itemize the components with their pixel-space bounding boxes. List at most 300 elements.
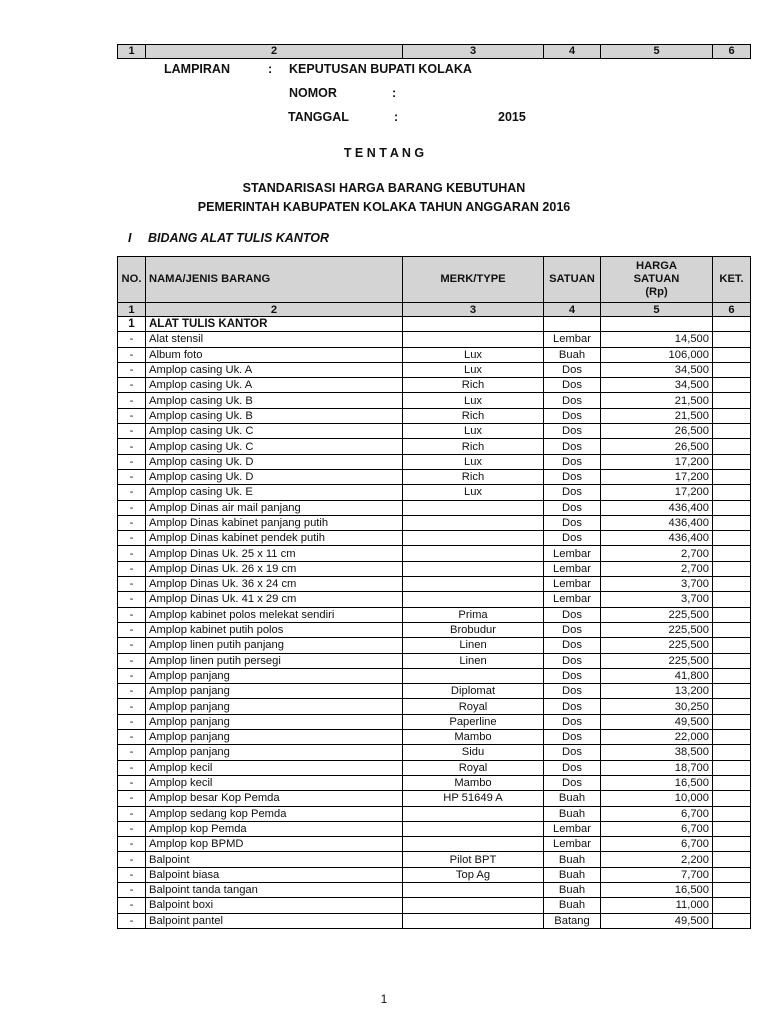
item-satuan: Dos: [544, 730, 601, 745]
item-merk: [403, 332, 544, 347]
item-harga: 10,000: [601, 791, 713, 806]
item-satuan: Dos: [544, 668, 601, 683]
item-harga: 106,000: [601, 347, 713, 362]
item-harga: 26,500: [601, 424, 713, 439]
table-row: [118, 378, 751, 393]
table-row: [118, 730, 751, 745]
col-header-name: NAMA/JENIS BARANG: [146, 257, 403, 303]
item-ket: [713, 638, 751, 653]
item-harga: 225,500: [601, 638, 713, 653]
item-name: Amplop linen putih persegi: [146, 653, 403, 668]
item-ket: [713, 592, 751, 607]
table-row: [118, 867, 751, 882]
nomor-label: NOMOR: [289, 86, 337, 100]
category-merk: [403, 317, 544, 332]
top-strip-cell: 4: [544, 45, 601, 59]
column-number: 5: [601, 303, 713, 317]
item-merk: Royal: [403, 760, 544, 775]
item-merk: [403, 577, 544, 592]
top-strip-cell: 2: [146, 45, 403, 59]
table-row: [118, 714, 751, 729]
item-name: Amplop panjang: [146, 745, 403, 760]
item-name: Amplop Dinas Uk. 26 x 19 cm: [146, 561, 403, 576]
item-ket: [713, 577, 751, 592]
item-merk: [403, 837, 544, 852]
column-number: 3: [403, 303, 544, 317]
document-title-line1: STANDARISASI HARGA BARANG KEBUTUHAN: [242, 181, 526, 195]
item-satuan: Dos: [544, 531, 601, 546]
item-no: -: [118, 454, 146, 469]
table-row: [118, 791, 751, 806]
item-harga: 18,700: [601, 760, 713, 775]
item-ket: [713, 561, 751, 576]
item-harga: 49,500: [601, 913, 713, 928]
item-ket: [713, 745, 751, 760]
item-satuan: Buah: [544, 806, 601, 821]
item-merk: [403, 546, 544, 561]
item-harga: 225,500: [601, 653, 713, 668]
item-no: -: [118, 622, 146, 637]
nomor-colon: :: [392, 86, 397, 100]
item-name: Amplop casing Uk. A: [146, 378, 403, 393]
item-no: -: [118, 500, 146, 515]
item-harga: 34,500: [601, 362, 713, 377]
item-satuan: Dos: [544, 362, 601, 377]
item-no: -: [118, 668, 146, 683]
item-satuan: Buah: [544, 347, 601, 362]
item-satuan: Dos: [544, 760, 601, 775]
section-heading: [128, 231, 329, 245]
item-ket: [713, 898, 751, 913]
item-ket: [713, 378, 751, 393]
table-row: [118, 561, 751, 576]
item-satuan: Buah: [544, 852, 601, 867]
item-merk: Lux: [403, 485, 544, 500]
item-harga: 17,200: [601, 454, 713, 469]
item-name: Amplop Dinas kabinet panjang putih: [146, 515, 403, 530]
table-row: [118, 393, 751, 408]
item-no: -: [118, 898, 146, 913]
item-name: Amplop casing Uk. B: [146, 408, 403, 423]
item-no: -: [118, 745, 146, 760]
item-name: Amplop panjang: [146, 714, 403, 729]
item-merk: Mambo: [403, 730, 544, 745]
item-satuan: Dos: [544, 607, 601, 622]
harga-line3: (Rp): [645, 286, 668, 298]
item-ket: [713, 791, 751, 806]
category-name: ALAT TULIS KANTOR: [146, 317, 403, 332]
item-merk: Royal: [403, 699, 544, 714]
item-merk: Top Ag: [403, 867, 544, 882]
table-row: [118, 806, 751, 821]
item-satuan: Lembar: [544, 561, 601, 576]
lampiran-label: LAMPIRAN: [164, 62, 230, 76]
item-harga: 17,200: [601, 469, 713, 484]
top-strip-cell: 3: [403, 45, 544, 59]
item-no: -: [118, 821, 146, 836]
table-row: [118, 699, 751, 714]
item-no: -: [118, 638, 146, 653]
table-row: [118, 332, 751, 347]
item-ket: [713, 546, 751, 561]
item-no: -: [118, 760, 146, 775]
table-row: [118, 592, 751, 607]
item-satuan: Lembar: [544, 837, 601, 852]
item-no: -: [118, 469, 146, 484]
item-satuan: Dos: [544, 714, 601, 729]
top-column-strip: [117, 44, 751, 59]
table-row: [118, 760, 751, 775]
table-row: [118, 408, 751, 423]
item-merk: [403, 531, 544, 546]
item-merk: [403, 821, 544, 836]
item-harga: 6,700: [601, 837, 713, 852]
item-ket: [713, 913, 751, 928]
item-no: -: [118, 653, 146, 668]
item-ket: [713, 454, 751, 469]
item-harga: 49,500: [601, 714, 713, 729]
item-name: Amplop casing Uk. C: [146, 424, 403, 439]
table-row: [118, 913, 751, 928]
item-satuan: Dos: [544, 454, 601, 469]
table-row: [118, 775, 751, 790]
item-satuan: Dos: [544, 439, 601, 454]
item-ket: [713, 531, 751, 546]
item-no: -: [118, 531, 146, 546]
item-no: -: [118, 714, 146, 729]
item-name: Amplop Dinas kabinet pendek putih: [146, 531, 403, 546]
harga-line1: HARGA: [635, 260, 678, 272]
item-satuan: Lembar: [544, 592, 601, 607]
col-header-ket: KET.: [713, 257, 751, 303]
item-ket: [713, 775, 751, 790]
item-harga: 26,500: [601, 439, 713, 454]
item-name: Amplop sedang kop Pemda: [146, 806, 403, 821]
item-satuan: Dos: [544, 393, 601, 408]
section-title: BIDANG ALAT TULIS KANTOR: [148, 231, 330, 245]
item-ket: [713, 500, 751, 515]
top-strip-cell: 5: [601, 45, 713, 59]
item-harga: 11,000: [601, 898, 713, 913]
item-ket: [713, 653, 751, 668]
item-ket: [713, 684, 751, 699]
item-merk: [403, 882, 544, 897]
item-ket: [713, 393, 751, 408]
item-name: Amplop kabinet polos melekat sendiri: [146, 607, 403, 622]
column-number: 4: [544, 303, 601, 317]
item-no: -: [118, 730, 146, 745]
item-no: -: [118, 362, 146, 377]
item-no: -: [118, 561, 146, 576]
item-no: -: [118, 684, 146, 699]
item-ket: [713, 837, 751, 852]
item-merk: Brobudur: [403, 622, 544, 637]
item-satuan: Dos: [544, 408, 601, 423]
item-name: Amplop panjang: [146, 684, 403, 699]
item-no: -: [118, 806, 146, 821]
price-table: [117, 256, 751, 929]
tanggal-label: TANGGAL: [288, 110, 349, 124]
item-ket: [713, 730, 751, 745]
item-harga: 16,500: [601, 775, 713, 790]
table-row: [118, 577, 751, 592]
item-ket: [713, 362, 751, 377]
item-merk: [403, 561, 544, 576]
item-name: Amplop casing Uk. E: [146, 485, 403, 500]
item-no: -: [118, 393, 146, 408]
item-name: Amplop Dinas air mail panjang: [146, 500, 403, 515]
item-ket: [713, 469, 751, 484]
item-name: Balpoint boxi: [146, 898, 403, 913]
page-number: 1: [380, 992, 388, 1006]
item-harga: 436,400: [601, 531, 713, 546]
item-harga: 225,500: [601, 607, 713, 622]
item-name: Balpoint biasa: [146, 867, 403, 882]
item-merk: HP 51649 A: [403, 791, 544, 806]
item-name: Amplop Dinas Uk. 36 x 24 cm: [146, 577, 403, 592]
table-row: [118, 684, 751, 699]
item-ket: [713, 515, 751, 530]
item-no: -: [118, 607, 146, 622]
item-name: Balpoint pantel: [146, 913, 403, 928]
item-name: Amplop casing Uk. D: [146, 454, 403, 469]
item-satuan: Dos: [544, 653, 601, 668]
table-row: [118, 638, 751, 653]
item-name: Amplop casing Uk. B: [146, 393, 403, 408]
table-body: [118, 317, 751, 929]
item-name: Amplop panjang: [146, 668, 403, 683]
top-strip-cell: 1: [118, 45, 146, 59]
item-no: -: [118, 485, 146, 500]
table-row: [118, 439, 751, 454]
item-satuan: Dos: [544, 500, 601, 515]
item-merk: [403, 500, 544, 515]
item-harga: 436,400: [601, 515, 713, 530]
item-name: Album foto: [146, 347, 403, 362]
document-title-line2: PEMERINTAH KABUPATEN KOLAKA TAHUN ANGGARAN 2016: [197, 200, 571, 214]
item-no: -: [118, 332, 146, 347]
lampiran-value: KEPUTUSAN BUPATI KOLAKA: [289, 62, 472, 76]
item-name: Balpoint tanda tangan: [146, 882, 403, 897]
item-harga: 6,700: [601, 821, 713, 836]
table-row: [118, 424, 751, 439]
item-harga: 41,800: [601, 668, 713, 683]
item-merk: Rich: [403, 439, 544, 454]
table-row: [118, 622, 751, 637]
item-ket: [713, 622, 751, 637]
category-no: 1: [118, 317, 146, 332]
item-harga: 3,700: [601, 592, 713, 607]
item-harga: 21,500: [601, 408, 713, 423]
item-name: Amplop panjang: [146, 699, 403, 714]
category-harga: [601, 317, 713, 332]
item-ket: [713, 852, 751, 867]
item-harga: 2,700: [601, 546, 713, 561]
item-satuan: Buah: [544, 867, 601, 882]
item-harga: 16,500: [601, 882, 713, 897]
item-merk: Rich: [403, 469, 544, 484]
col-header-no: NO.: [118, 257, 146, 303]
item-no: -: [118, 408, 146, 423]
category-row: [118, 317, 751, 332]
item-harga: 225,500: [601, 622, 713, 637]
item-merk: [403, 592, 544, 607]
item-no: -: [118, 791, 146, 806]
item-merk: Lux: [403, 347, 544, 362]
item-name: Amplop casing Uk. D: [146, 469, 403, 484]
item-ket: [713, 408, 751, 423]
table-row: [118, 821, 751, 836]
item-harga: 21,500: [601, 393, 713, 408]
item-satuan: Dos: [544, 699, 601, 714]
item-ket: [713, 714, 751, 729]
tanggal-value: 2015: [498, 110, 526, 124]
item-satuan: Dos: [544, 424, 601, 439]
item-satuan: Dos: [544, 775, 601, 790]
table-row: [118, 653, 751, 668]
column-number: 1: [118, 303, 146, 317]
item-merk: Linen: [403, 638, 544, 653]
item-satuan: Dos: [544, 622, 601, 637]
item-harga: 13,200: [601, 684, 713, 699]
item-name: Amplop kabinet putih polos: [146, 622, 403, 637]
item-ket: [713, 760, 751, 775]
item-name: Amplop kop Pemda: [146, 821, 403, 836]
item-name: Amplop linen putih panjang: [146, 638, 403, 653]
item-merk: [403, 515, 544, 530]
item-harga: 30,250: [601, 699, 713, 714]
item-harga: 38,500: [601, 745, 713, 760]
column-number: 6: [713, 303, 751, 317]
item-satuan: Dos: [544, 485, 601, 500]
item-ket: [713, 882, 751, 897]
item-satuan: Buah: [544, 882, 601, 897]
column-number-row: [118, 303, 751, 317]
item-name: Amplop panjang: [146, 730, 403, 745]
item-merk: [403, 913, 544, 928]
item-harga: 2,700: [601, 561, 713, 576]
item-name: Amplop besar Kop Pemda: [146, 791, 403, 806]
category-satuan: [544, 317, 601, 332]
item-harga: 6,700: [601, 806, 713, 821]
table-row: [118, 882, 751, 897]
top-strip-row: [118, 45, 751, 59]
item-merk: Linen: [403, 653, 544, 668]
item-merk: Lux: [403, 393, 544, 408]
top-strip-cell: 6: [713, 45, 751, 59]
item-merk: Prima: [403, 607, 544, 622]
lampiran-colon: :: [268, 62, 273, 76]
item-satuan: Dos: [544, 684, 601, 699]
item-satuan: Lembar: [544, 546, 601, 561]
item-name: Amplop Dinas Uk. 25 x 11 cm: [146, 546, 403, 561]
table-row: [118, 347, 751, 362]
item-harga: 34,500: [601, 378, 713, 393]
item-harga: 7,700: [601, 867, 713, 882]
item-merk: Mambo: [403, 775, 544, 790]
item-merk: Rich: [403, 408, 544, 423]
item-harga: 17,200: [601, 485, 713, 500]
table-row: [118, 546, 751, 561]
col-header-merk: MERK/TYPE: [403, 257, 544, 303]
table-row: [118, 837, 751, 852]
item-harga: 436,400: [601, 500, 713, 515]
item-ket: [713, 332, 751, 347]
tanggal-colon: :: [394, 110, 399, 124]
item-satuan: Buah: [544, 898, 601, 913]
table-row: [118, 469, 751, 484]
item-no: -: [118, 424, 146, 439]
item-no: -: [118, 867, 146, 882]
column-number: 2: [146, 303, 403, 317]
col-header-harga: [601, 257, 713, 303]
section-number: I: [128, 231, 132, 245]
item-no: -: [118, 347, 146, 362]
table-row: [118, 852, 751, 867]
item-ket: [713, 668, 751, 683]
item-name: Amplop kecil: [146, 775, 403, 790]
item-merk: Lux: [403, 454, 544, 469]
item-no: -: [118, 515, 146, 530]
item-no: -: [118, 837, 146, 852]
item-name: Balpoint: [146, 852, 403, 867]
table-row: [118, 745, 751, 760]
item-merk: Pilot BPT: [403, 852, 544, 867]
item-ket: [713, 806, 751, 821]
item-satuan: Batang: [544, 913, 601, 928]
item-harga: 22,000: [601, 730, 713, 745]
item-no: -: [118, 592, 146, 607]
item-harga: 2,200: [601, 852, 713, 867]
table-row: [118, 454, 751, 469]
item-no: -: [118, 439, 146, 454]
col-header-satuan: SATUAN: [544, 257, 601, 303]
item-no: -: [118, 699, 146, 714]
item-no: -: [118, 913, 146, 928]
tentang-heading: T E N T A N G: [343, 146, 425, 160]
table-row: [118, 607, 751, 622]
item-no: -: [118, 852, 146, 867]
item-no: -: [118, 775, 146, 790]
item-ket: [713, 424, 751, 439]
item-ket: [713, 821, 751, 836]
item-merk: [403, 668, 544, 683]
item-no: -: [118, 546, 146, 561]
item-merk: Diplomat: [403, 684, 544, 699]
item-merk: Paperline: [403, 714, 544, 729]
item-satuan: Dos: [544, 469, 601, 484]
item-name: Amplop Dinas Uk. 41 x 29 cm: [146, 592, 403, 607]
table-row: [118, 898, 751, 913]
item-ket: [713, 485, 751, 500]
item-name: Amplop kop BPMD: [146, 837, 403, 852]
item-ket: [713, 439, 751, 454]
table-row: [118, 668, 751, 683]
item-satuan: Dos: [544, 515, 601, 530]
table-row: [118, 485, 751, 500]
table-header-row: [118, 257, 751, 303]
table-row: [118, 362, 751, 377]
item-merk: Lux: [403, 362, 544, 377]
item-satuan: Lembar: [544, 821, 601, 836]
item-harga: 3,700: [601, 577, 713, 592]
item-name: Amplop casing Uk. A: [146, 362, 403, 377]
item-merk: Rich: [403, 378, 544, 393]
item-ket: [713, 867, 751, 882]
item-merk: Sidu: [403, 745, 544, 760]
table-row: [118, 515, 751, 530]
item-satuan: Lembar: [544, 577, 601, 592]
